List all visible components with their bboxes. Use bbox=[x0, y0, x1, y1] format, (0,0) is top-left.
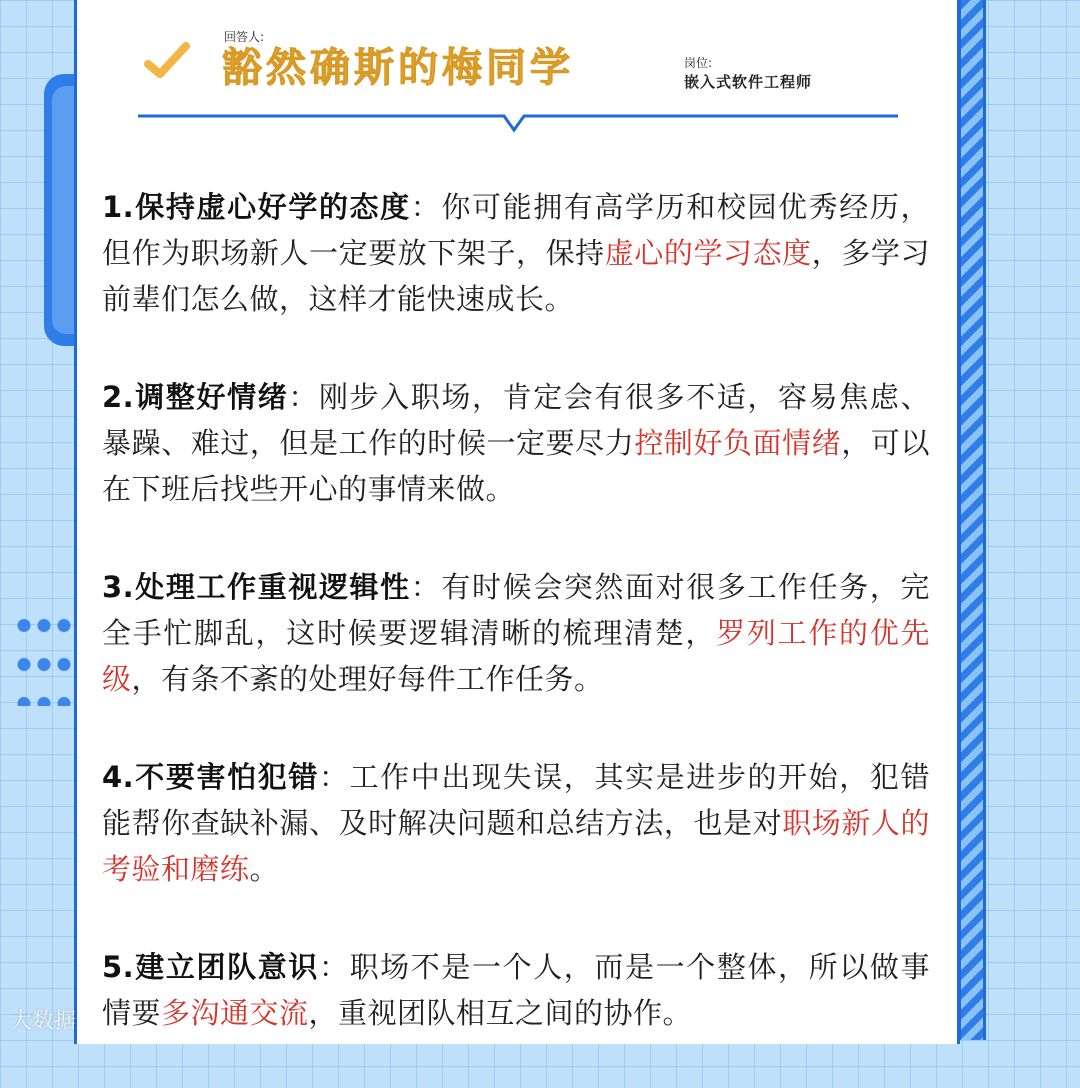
item-text: 有时候会突然面对很多工作任务，完全手忙脚乱，这时候要逻辑清晰的梳理清楚， bbox=[102, 570, 930, 650]
item-heading: 3.处理工作重视逻辑性 bbox=[102, 570, 411, 604]
item-text-end: ，可以在下班后找些开心的事情来做。 bbox=[102, 426, 930, 506]
list-item bbox=[102, 754, 930, 892]
item-text-end: ，多学习前辈们怎么做，这样才能快速成长。 bbox=[102, 236, 930, 316]
item-separator: ： bbox=[318, 950, 350, 984]
dot-grid-decoration bbox=[14, 606, 74, 706]
header-divider bbox=[138, 100, 898, 136]
item-text-end: ，重视团队相互之间的协作。 bbox=[308, 996, 693, 1030]
item-text: 工作中出现失误，其实是进步的开始，犯错能帮你查缺补漏、及时解决问题和总结方法，也是对 bbox=[102, 760, 930, 840]
item-heading: 4.不要害怕犯错 bbox=[102, 760, 319, 794]
tips-list bbox=[102, 184, 930, 1088]
item-text: 你可能拥有高学历和校园优秀经历，但作为职场新人一定要放下架子，保持 bbox=[102, 190, 930, 270]
list-item bbox=[102, 374, 930, 512]
striped-edge-decoration bbox=[958, 0, 986, 1040]
watermark-text: 大数据 bbox=[10, 1009, 77, 1034]
respondent-name: 豁然确斯的梅同学 bbox=[222, 45, 574, 91]
item-heading: 5.建立团队意识 bbox=[102, 950, 319, 984]
item-highlight: 虚心的学习态度 bbox=[604, 236, 812, 270]
list-item bbox=[102, 564, 930, 702]
item-separator: ： bbox=[318, 760, 350, 794]
item-highlight: 多沟通交流 bbox=[161, 996, 309, 1030]
item-separator: ： bbox=[410, 570, 442, 604]
item-separator: ： bbox=[288, 380, 319, 414]
item-highlight: 罗列工作的优先级 bbox=[102, 616, 930, 696]
checkmark-icon bbox=[144, 40, 190, 86]
item-heading: 2.调整好情绪 bbox=[102, 380, 289, 414]
position-value: 嵌入式软件工程师 bbox=[684, 73, 813, 91]
item-highlight: 职场新人的考验和磨练 bbox=[102, 806, 930, 886]
item-highlight: 控制好负面情绪 bbox=[634, 426, 842, 460]
respondent-label: 回答人: bbox=[224, 30, 265, 44]
item-separator: ： bbox=[410, 190, 442, 224]
item-text: 职场不是一个人，而是一个整体，所以做事情要 bbox=[102, 950, 930, 1030]
item-text-end: ，有条不紊的处理好每件工作任务。 bbox=[131, 662, 604, 696]
position-label: 岗位: bbox=[684, 56, 713, 70]
list-item bbox=[102, 184, 930, 322]
item-text: 刚步入职场，肯定会有很多不适，容易焦虑、暴躁、难过，但是工作的时候一定要尽力 bbox=[102, 380, 930, 460]
item-heading: 1.保持虚心好学的态度 bbox=[102, 190, 411, 224]
list-item bbox=[102, 944, 930, 1036]
item-text-end: 。 bbox=[249, 852, 280, 886]
